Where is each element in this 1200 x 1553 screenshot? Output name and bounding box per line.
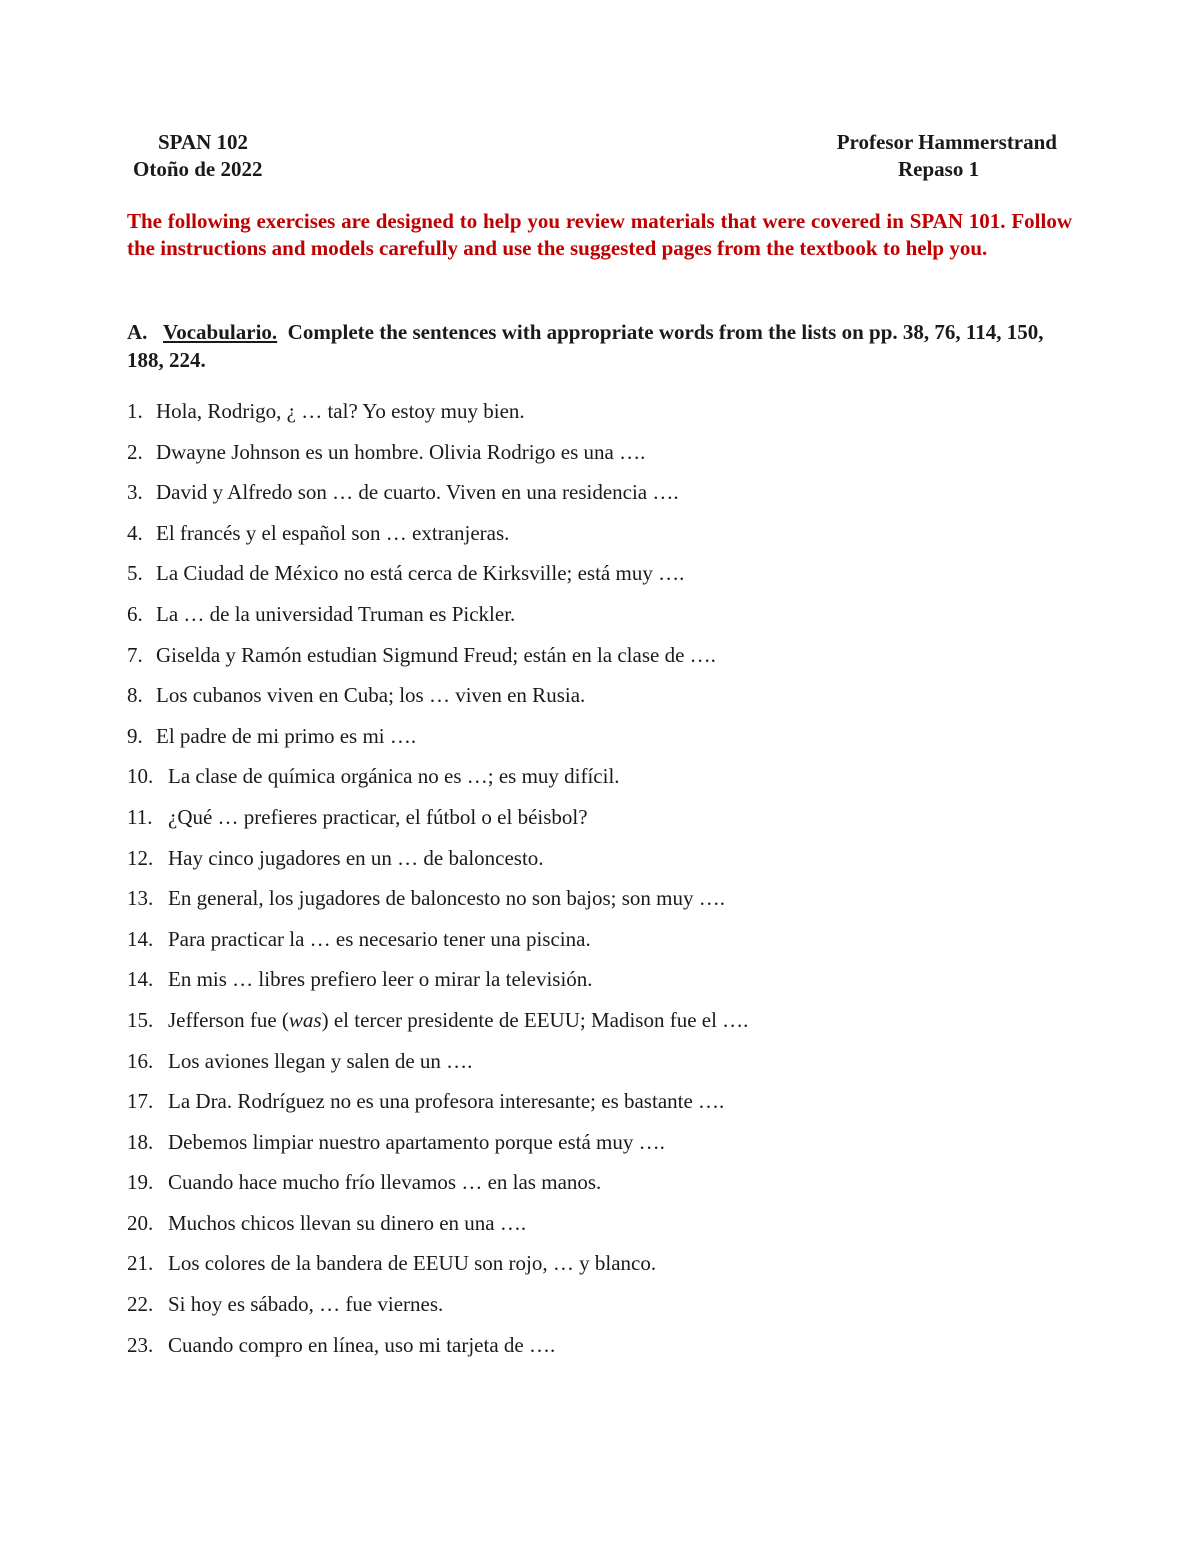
item-number: 7. [127,642,143,667]
item-text: Debemos limpiar nuestro apartamento porque está muy …. [168,1129,665,1154]
item-number: 13. [127,886,154,911]
exercise-item [127,1331,1087,1372]
item-text: La clase de química orgánica no es …; es muy difícil. [168,764,620,789]
item-number: 5. [127,561,143,586]
exercise-item [127,1290,1087,1331]
section-letter: A. [127,320,148,344]
item-number: 6. [127,601,143,626]
term: Otoño de 2022 [133,157,263,181]
exercise-item [127,844,1087,885]
item-text: El francés y el español son … extranjeras. [156,520,510,545]
item-number: 9. [127,723,143,748]
item-number: 2. [127,439,143,464]
item-text: David y Alfredo son … de cuarto. Viven en una residencia …. [156,480,679,505]
item-text: Hola, Rodrigo, ¿ … tal? Yo estoy muy bien. [156,399,525,423]
item-number: 18. [127,1129,154,1154]
item-text-emphasis: was [288,1007,322,1032]
exercise-item [127,1087,1087,1128]
item-text: Los aviones llegan y salen de un …. [168,1048,473,1073]
course-code: SPAN 102 [158,130,249,154]
exercise-item [127,478,1087,519]
item-text: Para practicar la … es necesario tener una piscina. [168,926,591,951]
item-text: La Dra. Rodríguez no es una profesora interesante; es bastante …. [168,1089,725,1114]
section-instructions: Complete the sentences with appropriate words from the lists on pp. 38, 76, 114, 150, 188, 224. [127,320,1044,372]
item-text: El padre de mi primo es mi …. [156,723,417,748]
item-text: La … de la universidad Truman es Pickler. [156,601,516,626]
item-number: 14. [127,967,154,992]
exercise-item [127,965,1087,1006]
exercise-item [127,722,1087,763]
section-a-heading [127,318,1072,374]
item-text-before: Jefferson fue ( [168,1007,289,1032]
item-text: En general, los jugadores de baloncesto no son bajos; son muy …. [168,886,725,911]
item-number: 11. [127,804,153,829]
item-text: La Ciudad de México no está cerca de Kirksville; está muy …. [156,561,685,586]
item-text: Giselda y Ramón estudian Sigmund Freud; están en la clase de …. [156,642,716,667]
item-text: Hay cinco jugadores en un … de baloncesto. [168,845,544,870]
item-number: 19. [127,1170,154,1195]
exercise-item [127,1249,1087,1290]
exercise-item [127,803,1087,844]
exercise-item [127,1209,1087,1250]
section-title: Vocabulario. [163,320,278,344]
intro-instructions: The following exercises are designed to help you review materials that were covered in SPAN 101. Follow the instructions and models carefully and use the suggested pages from the textbook to help you. [127,209,1072,260]
item-number: 16. [127,1048,154,1073]
item-number: 21. [127,1251,154,1276]
exercise-item [127,1047,1087,1088]
item-number: 22. [127,1292,154,1317]
item-text: Dwayne Johnson es un hombre. Olivia Rodrigo es una …. [156,439,646,464]
exercise-item [127,641,1087,682]
item-number: 17. [127,1089,154,1114]
item-text: Si hoy es sábado, … fue viernes. [168,1292,444,1317]
item-number: 20. [127,1210,154,1235]
exercise-item [127,884,1087,925]
exercise-item [127,925,1087,966]
item-number: 15. [127,1007,154,1032]
exercise-item [127,397,1087,438]
exercise-item [127,519,1087,560]
exercise-item [127,600,1087,641]
item-number: 14. [127,926,154,951]
item-number: 8. [127,683,143,708]
item-number: 10. [127,764,154,789]
item-number: 3. [127,480,143,505]
exercise-item [127,762,1087,803]
exercise-item [127,681,1087,722]
item-number: 1. [127,399,143,423]
item-number: 4. [127,520,143,545]
item-text: Cuando hace mucho frío llevamos … en las manos. [168,1170,602,1195]
item-number: 12. [127,845,154,870]
document-title: Repaso 1 [898,157,980,181]
exercise-item [127,559,1087,600]
exercise-item [127,438,1087,479]
item-text: ¿Qué … prefieres practicar, el fútbol o el béisbol? [168,804,588,829]
item-text: Los colores de la bandera de EEUU son rojo, … y blanco. [168,1251,657,1276]
exercise-item [127,1168,1087,1209]
item-text: En mis … libres prefiero leer o mirar la televisión. [168,967,593,992]
item-number: 23. [127,1332,154,1357]
exercise-item [127,1006,1087,1047]
item-text: Muchos chicos llevan su dinero en una …. [168,1210,527,1235]
professor-name: Profesor Hammerstrand [836,130,1057,154]
exercise-list [127,397,1087,1371]
item-text: Cuando compro en línea, uso mi tarjeta de …. [168,1332,556,1357]
exercise-item [127,1128,1087,1169]
item-text-after: ) el tercer presidente de EEUU; Madison fue el …. [321,1007,749,1032]
item-text: Los cubanos viven en Cuba; los … viven en Rusia. [156,683,586,708]
